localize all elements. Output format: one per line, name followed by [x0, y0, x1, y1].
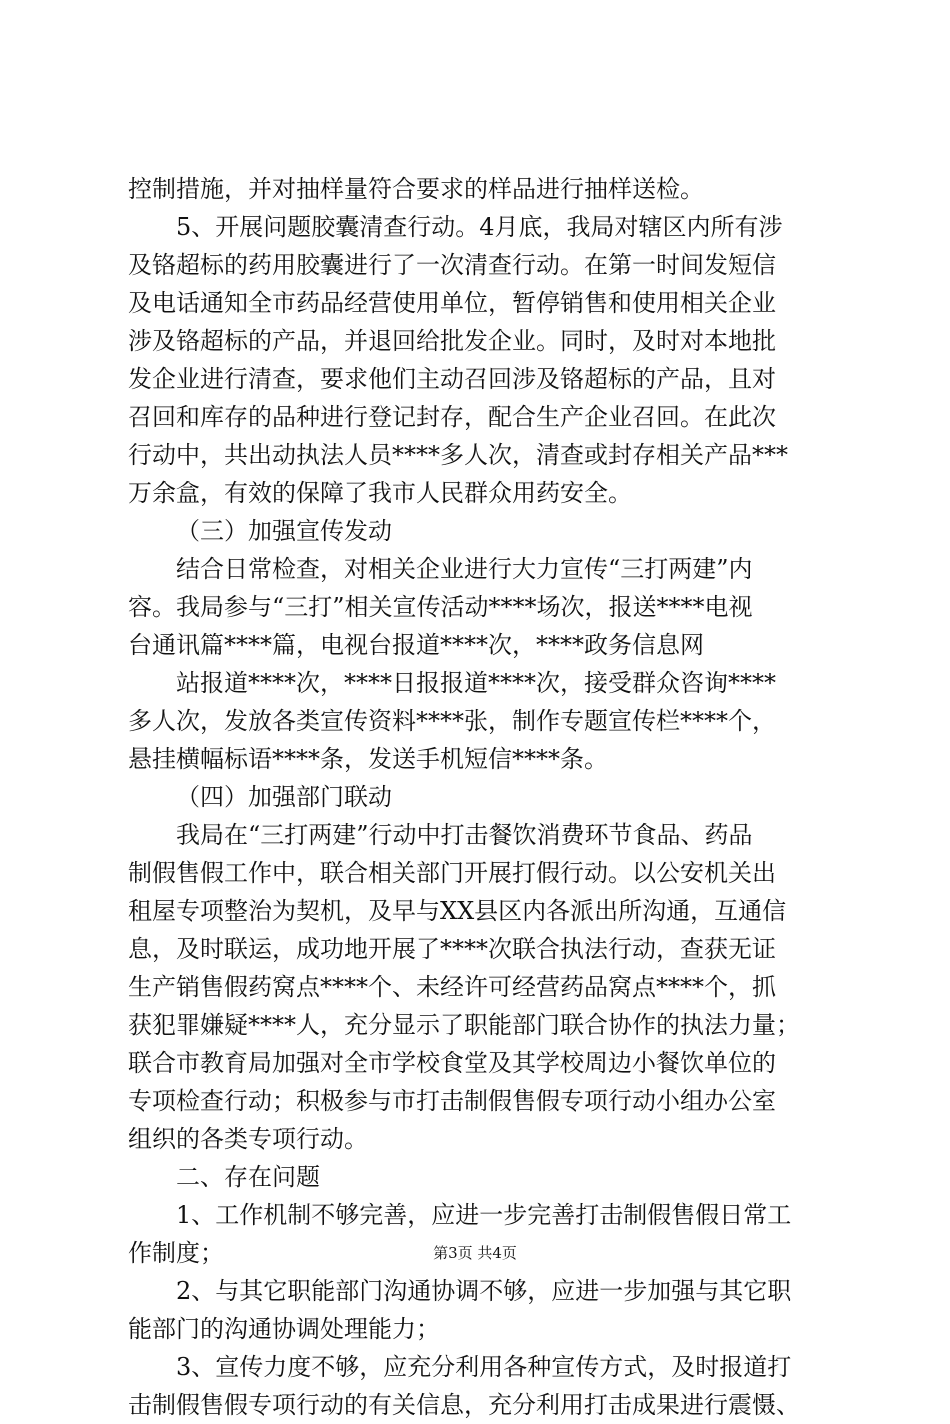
text-line: 及铬超标的药用胶囊进行了一次清查行动。在第一时间发短信: [128, 251, 776, 279]
text-line: 2、与其它职能部门沟通协调不够，应进一步加强与其它职: [176, 1277, 792, 1305]
text-line: 我局在“三打两建”行动中打击餐饮消费环节食品、药品: [176, 821, 753, 849]
text-line: 击制假售假专项行动的有关信息，充分利用打击成果进行震慑、: [128, 1391, 800, 1419]
text-line: 及电话通知全市药品经营使用单位，暂停销售和使用相关企业: [128, 289, 776, 317]
text-line: 息，及时联运，成功地开展了****次联合执法行动，查获无证: [128, 935, 776, 963]
text-line: 召回和库存的品种进行登记封存，配合生产企业召回。在此次: [128, 403, 776, 431]
text-line: 生产销售假药窝点****个、未经许可经营药品窝点****个，抓: [128, 973, 776, 1001]
text-line: 多人次，发放各类宣传资料****张，制作专题宣传栏****个，: [128, 707, 776, 735]
text-line: 悬挂横幅标语****条，发送手机短信****条。: [128, 745, 608, 773]
text-line: 专项检查行动；积极参与市打击制假售假专项行动小组办公室: [128, 1087, 776, 1115]
text-line: 租屋专项整治为契机，及早与XX县区内各派出所沟通，互通信: [128, 897, 787, 925]
text-line: 作制度；: [128, 1239, 224, 1267]
text-line: 二、存在问题: [176, 1163, 320, 1191]
text-line: 万余盒，有效的保障了我市人民群众用药安全。: [128, 479, 632, 507]
text-line: 结合日常检查，对相关企业进行大力宣传“三打两建”内: [176, 555, 753, 583]
text-line: 联合市教育局加强对全市学校食堂及其学校周边小餐饮单位的: [128, 1049, 776, 1077]
text-line: 制假售假工作中，联合相关部门开展打假行动。以公安机关出: [128, 859, 776, 887]
page-footer: 第3页 共4页: [433, 1244, 517, 1262]
text-line: （三）加强宣传发动: [176, 517, 392, 545]
text-line: 行动中，共出动执法人员****多人次，清查或封存相关产品***: [128, 441, 788, 469]
text-line: 控制措施，并对抽样量符合要求的样品进行抽样送检。: [128, 175, 704, 203]
text-line: 组织的各类专项行动。: [128, 1125, 368, 1153]
text-line: 能部门的沟通协调处理能力；: [128, 1315, 440, 1343]
text-line: 获犯罪嫌疑****人，充分显示了职能部门联合协作的执法力量；: [128, 1011, 800, 1039]
text-line: （四）加强部门联动: [176, 783, 392, 811]
text-line: 台通讯篇****篇，电视台报道****次，****政务信息网: [128, 631, 704, 659]
text-line: 容。我局参与“三打”相关宣传活动****场次，报送****电视: [128, 593, 753, 621]
document-body: [128, 170, 848, 1424]
text-line: 涉及铬超标的产品，并退回给批发企业。同时，及时对本地批: [128, 327, 776, 355]
text-line: 发企业进行清查，要求他们主动召回涉及铬超标的产品，且对: [128, 365, 776, 393]
text-line: 5、开展问题胶囊清查行动。4月底，我局对辖区内所有涉: [176, 213, 783, 241]
text-line: 3、宣传力度不够，应充分利用各种宣传方式，及时报道打: [176, 1353, 792, 1381]
text-line: 站报道****次，****日报报道****次，接受群众咨询****: [176, 669, 776, 697]
text-line: 1、工作机制不够完善，应进一步完善打击制假售假日常工: [176, 1201, 792, 1229]
